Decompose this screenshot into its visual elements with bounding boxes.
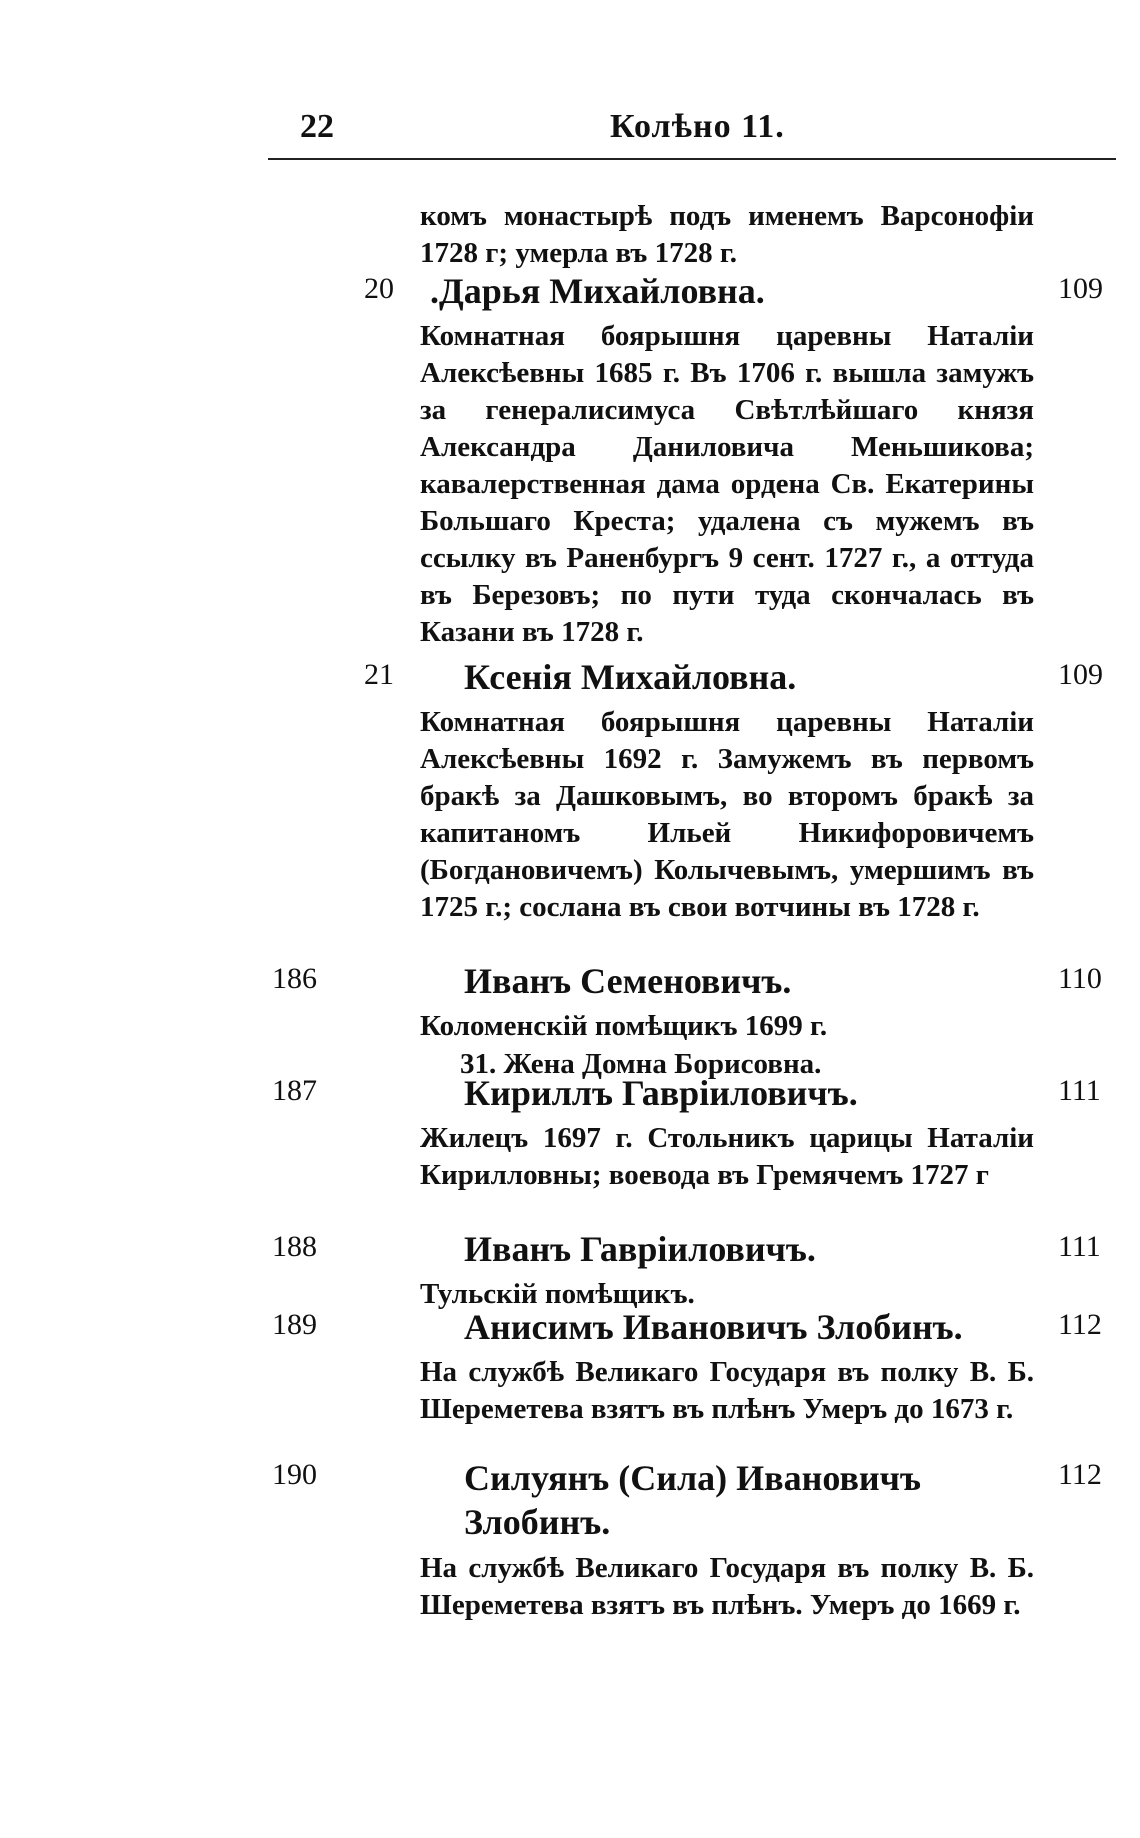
entry-text: Коломенскій помѣщикъ 1699 г.	[420, 1010, 828, 1042]
entry-number-left: 186	[272, 962, 317, 995]
entry-name: Анисимъ Ивановичъ Злобинъ.	[464, 1307, 963, 1347]
entry-name: Ксенія Михайловна.	[464, 657, 797, 697]
entry-reference: 112	[1058, 1308, 1102, 1341]
entry-text: Комнатная боярышня царевны Наталіи Алексѣевны 1692 г. Замужемъ въ первомъ бракѣ за Дашковымъ, во второмъ бракѣ за капитаномъ Ильей Никифоровичемъ (Богдановичемъ) Колычевымъ, умершимъ въ 1725 г.; сослана въ свои вотчины въ 1728 г.	[420, 706, 1034, 923]
entry-number-left: 189	[272, 1308, 317, 1341]
entry-name: Кириллъ Гавріиловичъ.	[464, 1073, 858, 1113]
entry-text: Комнатная боярышня царевны Наталіи Алексѣевны 1685 г. Въ 1706 г. вышла замужъ за генералисимуса Свѣтлѣйшаго князя Александра Даниловича Меньшикова; кавалерственная дама ордена Св. Екатерины Большаго Креста; удалена съ мужемъ въ ссылку въ Раненбургъ 9 сент. 1727 г., а оттуда въ Березовъ; по пути туда скончалась въ Казани въ 1728 г.	[420, 320, 1034, 648]
entry-text: Жилецъ 1697 г. Стольникъ царицы Наталіи Кирилловны; воевода въ Гремячемъ 1727 г	[420, 1122, 1034, 1191]
entry-reference: 111	[1058, 1230, 1101, 1263]
entry-name: .Дарья Михайловна.	[430, 271, 765, 311]
entry-name: Иванъ Гавріиловичъ.	[464, 1229, 816, 1269]
entry-reference: 110	[1058, 962, 1102, 995]
header-rule	[268, 158, 1116, 160]
entry-text: На службѣ Великаго Государя въ полку В. Б. Шереметева взятъ въ плѣнъ. Умеръ до 1669 г.	[420, 1552, 1034, 1621]
entry-number-mid: 20	[364, 272, 394, 305]
entry-number-left: 187	[272, 1074, 317, 1107]
entry-name: Силуянъ (Сила) Ивановичъ Злобинъ.	[464, 1458, 921, 1542]
entry-number-left: 188	[272, 1230, 317, 1263]
entry-reference: 109	[1058, 658, 1103, 691]
page-title: Колѣно 11.	[610, 108, 785, 145]
entry-number-mid: 21	[364, 658, 394, 691]
entry-name: Иванъ Семеновичъ.	[464, 961, 792, 1001]
entry-text: Тульскій помѣщикъ.	[420, 1278, 695, 1310]
entry-number-left: 190	[272, 1458, 317, 1491]
continuation-text: комъ монастырѣ подъ именемъ Варсонофіи 1728 г; умерла въ 1728 г.	[420, 200, 1034, 269]
entry-text: На службѣ Великаго Государя въ полку В. Б. Шереметева взятъ въ плѣнъ Умеръ до 1673 г.	[420, 1356, 1034, 1425]
entry-spouse: 31. Жена Домна Борисовна.	[460, 1048, 822, 1080]
entry-reference: 109	[1058, 272, 1103, 305]
page-number: 22	[300, 108, 334, 145]
entry-reference: 112	[1058, 1458, 1102, 1491]
entry-reference: 111	[1058, 1074, 1101, 1107]
